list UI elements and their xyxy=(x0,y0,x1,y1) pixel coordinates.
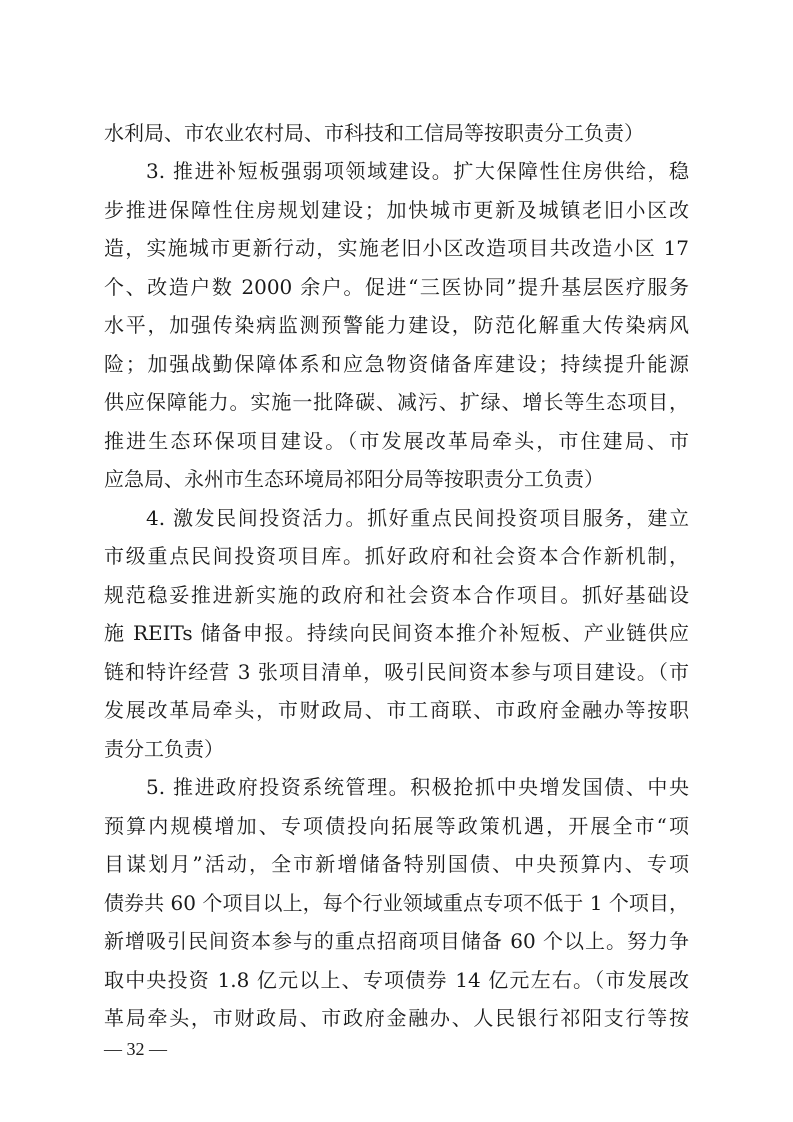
body-line: 个、改造户数 2000 余户。促进“三医协同”提升基层医疗服务 xyxy=(104,275,689,299)
body-line: 水平，加强传染病监测预警能力建设，防范化解重大传染病风 xyxy=(104,313,689,337)
body-line: 供应保障能力。实施一批降碳、减污、扩绿、增长等生态项目， xyxy=(104,390,689,414)
body-line: 新增吸引民间资本参与的重点招商项目储备 60 个以上。努力争 xyxy=(104,929,689,953)
body-line: 市级重点民间投资项目库。抓好政府和社会资本合作新机制， xyxy=(104,544,689,568)
body-line: 取中央投资 1.8 亿元以上、专项债券 14 亿元左右。（市发展改 xyxy=(104,968,689,992)
body-line: 4. 激发民间投资活力。抓好重点民间投资项目服务，建立 xyxy=(146,506,689,530)
body-line: 步推进保障性住房规划建设；加快城市更新及城镇老旧小区改 xyxy=(104,198,689,222)
body-line: 发展改革局牵头，市财政局、市工商联、市政府金融办等按职 xyxy=(104,698,689,722)
body-line: 3. 推进补短板强弱项领域建设。扩大保障性住房供给，稳 xyxy=(146,159,689,183)
body-line: 革局牵头，市财政局、市政府金融办、人民银行祁阳支行等按 xyxy=(104,1006,689,1030)
body-line: 5. 推进政府投资系统管理。积极抢抓中央增发国债、中央 xyxy=(146,775,689,799)
body-line: 链和特许经营 3 张项目清单，吸引民间资本参与项目建设。（市 xyxy=(104,660,689,684)
body-line: 责分工负责） xyxy=(104,737,224,761)
body-line: 债券共 60 个项目以上，每个行业领域重点专项不低于 1 个项目， xyxy=(104,891,689,915)
page-number: — 32 — xyxy=(104,1039,167,1059)
body-line: 施 REITs 储备申报。持续向民间资本推介补短板、产业链供应 xyxy=(104,621,689,645)
body-line: 预算内规模增加、专项债投向拓展等政策机遇，开展全市“项 xyxy=(104,814,689,838)
body-line: 造，实施城市更新行动，实施老旧小区改造项目共改造小区 17 xyxy=(104,236,689,260)
body-line: 目谋划月”活动，全市新增储备特别国债、中央预算内、专项 xyxy=(104,852,689,876)
body-line: 规范稳妥推进新实施的政府和社会资本合作项目。抓好基础设 xyxy=(104,583,689,607)
body-line: 险；加强战勤保障体系和应急物资储备库建设；持续提升能源 xyxy=(104,352,689,376)
body-line: 水利局、市农业农村局、市科技和工信局等按职责分工负责） xyxy=(104,121,644,145)
body-line: 推进生态环保项目建设。（市发展改革局牵头，市住建局、市 xyxy=(104,429,689,453)
body-line: 应急局、永州市生态环境局祁阳分局等按职责分工负责） xyxy=(104,467,604,491)
